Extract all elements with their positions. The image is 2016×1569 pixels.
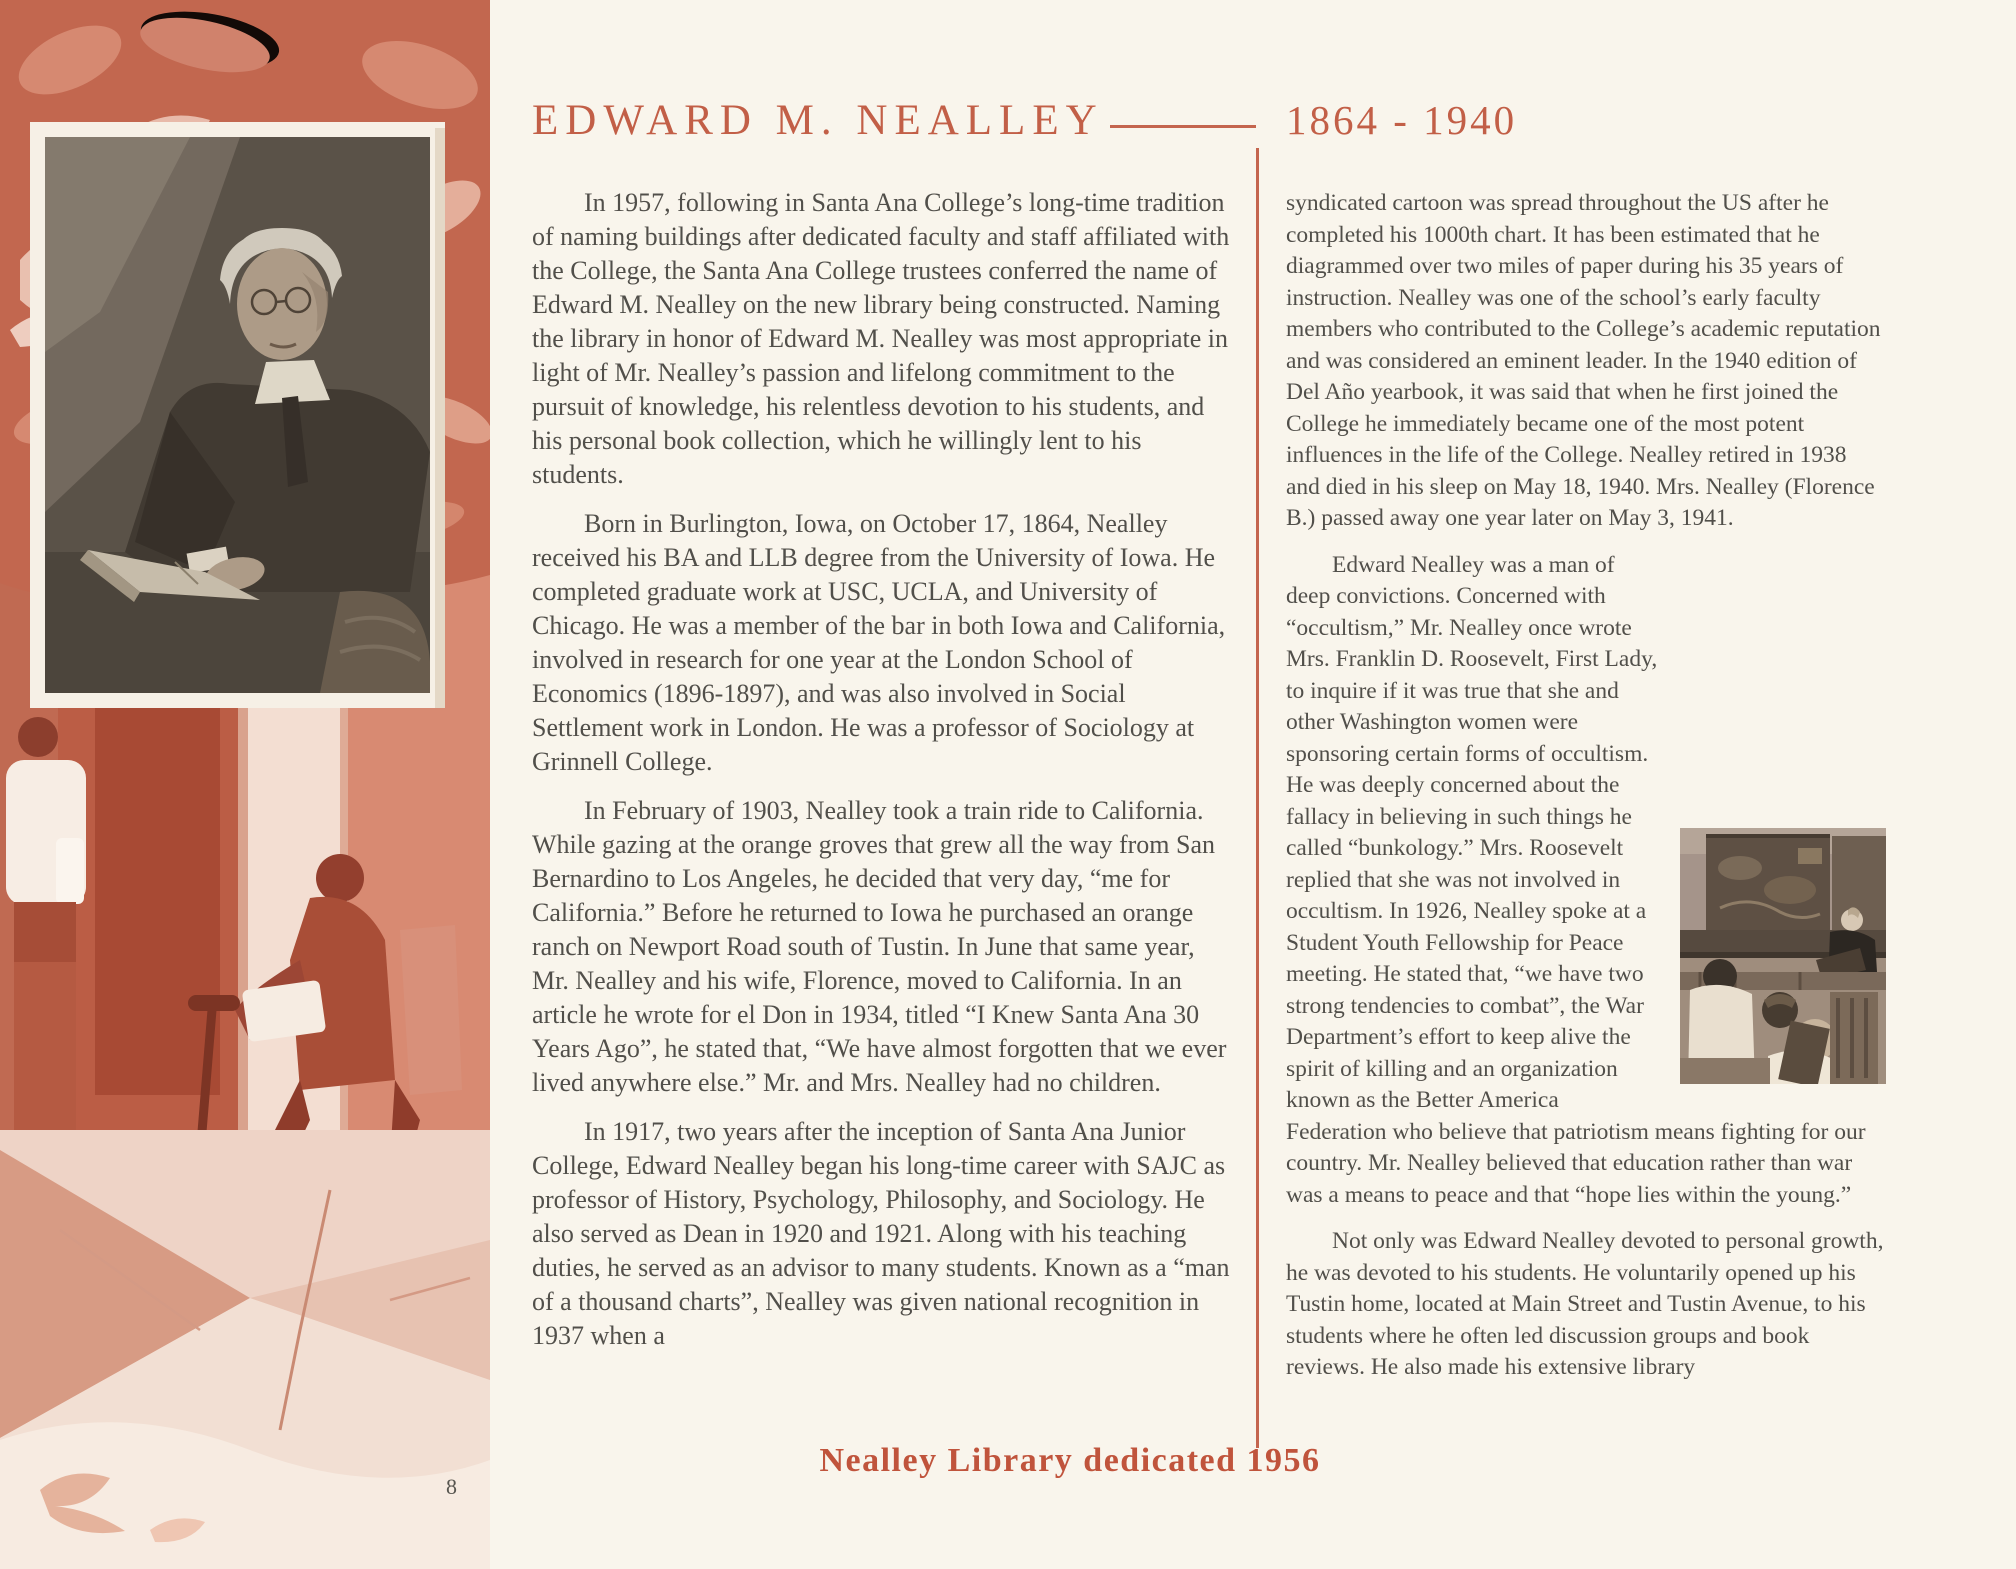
article-header (532, 96, 1256, 145)
page-number: 8 (446, 1474, 457, 1499)
paragraph: Not only was Edward Nealley devoted to personal growth, he was devoted to his students. He voluntarily opened up his Tustin home, located at Main Street and Tustin Avenue, to his students where he often led discussion groups and book reviews. He also made his extensive library (1286, 1228, 1884, 1380)
column-divider-line (1256, 148, 1259, 1448)
paragraph-text: Edward Nealley was a man of deep convictions. Concerned with “occultism,” Mr. Nealley once wrote Mrs. Franklin D. Roosevelt, First Lady, to inquire if it was true that she and other Washington women were sponsoring certain forms of occultism. He was deeply concerned about the fallacy in believing in such things he called “bunkology.” Mrs. Roosevelt replied that she was not involved in occultism. In 1926, Nealley spoke at a Student Youth Fellowship for Peace meeting. He stated that, “we have two strong tendencies to combat”, the War Department’s effort to keep alive the spirit of killing and an organization known as the Better America Federation who believe that patriotism means fighting for our country. Mr. Nealley believed that education rather than war was a means to peace and that “hope lies within the young.” (1286, 551, 1866, 1208)
right-text-column (1286, 188, 1886, 1399)
paragraph-with-photo (1286, 550, 1886, 1212)
paragraph: In 1917, two years after the inception of Santa Ana Junior College, Edward Nealley began his long-time career with SAJC as professor of History, Psychology, Philosophy, and Sociology. He also served as Dean in 1920 and 1921. Along with his teaching duties, he served as an advisor to many students. Known as a “man of a thousand charts”, Nealley was given national recognition in 1937 when a (532, 1117, 1230, 1350)
life-dates: 1864 - 1940 (1286, 97, 1518, 143)
paragraph: Born in Burlington, Iowa, on October 17, 1864, Nealley received his BA and LLB degree from the University of Iowa. He completed graduate work at USC, UCLA, and University of Chicago. He was a member of the bar in both Iowa and California, involved in research for one year at the London School of Economics (1896-1897), and was also involved in Social Settlement work in London. He was a professor of Sociology at Grinnell College. (532, 509, 1226, 776)
portrait-photo (30, 122, 445, 708)
paragraph: syndicated cartoon was spread throughout the US after he completed his 1000th chart. It has been estimated that he diagrammed over two miles of paper during his 35 years of instruction. Nealley was one of the school’s early faculty members who contributed to the College’s academic reputation and was considered an eminent leader. In the 1940 edition of Del Año yearbook, it was said that when he first joined the College he immediately became one of the most potent influences in the life of the College. Nealley retired in 1938 and died in his sleep on May 18, 1940. Mrs. Nealley (Florence B.) passed away one year later on May 3, 1941. (1286, 190, 1881, 531)
paragraph: In February of 1903, Nealley took a train ride to California. While gazing at the orange groves that grew all the way from San Bernardino to Los Angeles, he decided that very day, “me for California.” Before he returned to Iowa he purchased an orange ranch on Newport Road south of Tustin. In June that same year, Mr. Nealley and his wife, Florence, moved to California. In an article he wrote for el Don in 1934, titled “I Knew Santa Ana 30 Years Ago”, he stated that, “We have almost forgotten that we ever lived anywhere else.” Mr. and Mrs. Nealley had no children. (532, 796, 1227, 1097)
classroom-photo (1680, 828, 1886, 1084)
page-title: EDWARD M. NEALLEY (532, 97, 1104, 144)
left-text-column (532, 186, 1232, 1368)
title-rule (1110, 125, 1256, 128)
paragraph: In 1957, following in Santa Ana College’s long-time tradition of naming buildings after dedicated faculty and staff affiliated with the College, the Santa Ana College trustees conferred the name of Edward M. Nealley on the new library being constructed. Naming the library in honor of Edward M. Nealley was most appropriate in light of Mr. Nealley’s passion and lifelong commitment to the pursuit of knowledge, his relentless devotion to his students, and his personal book collection, which he willingly lent to his students. (532, 188, 1230, 489)
sidebar-photo-collage (0, 0, 490, 1569)
footer-caption: Nealley Library dedicated 1956 (819, 1442, 1321, 1479)
